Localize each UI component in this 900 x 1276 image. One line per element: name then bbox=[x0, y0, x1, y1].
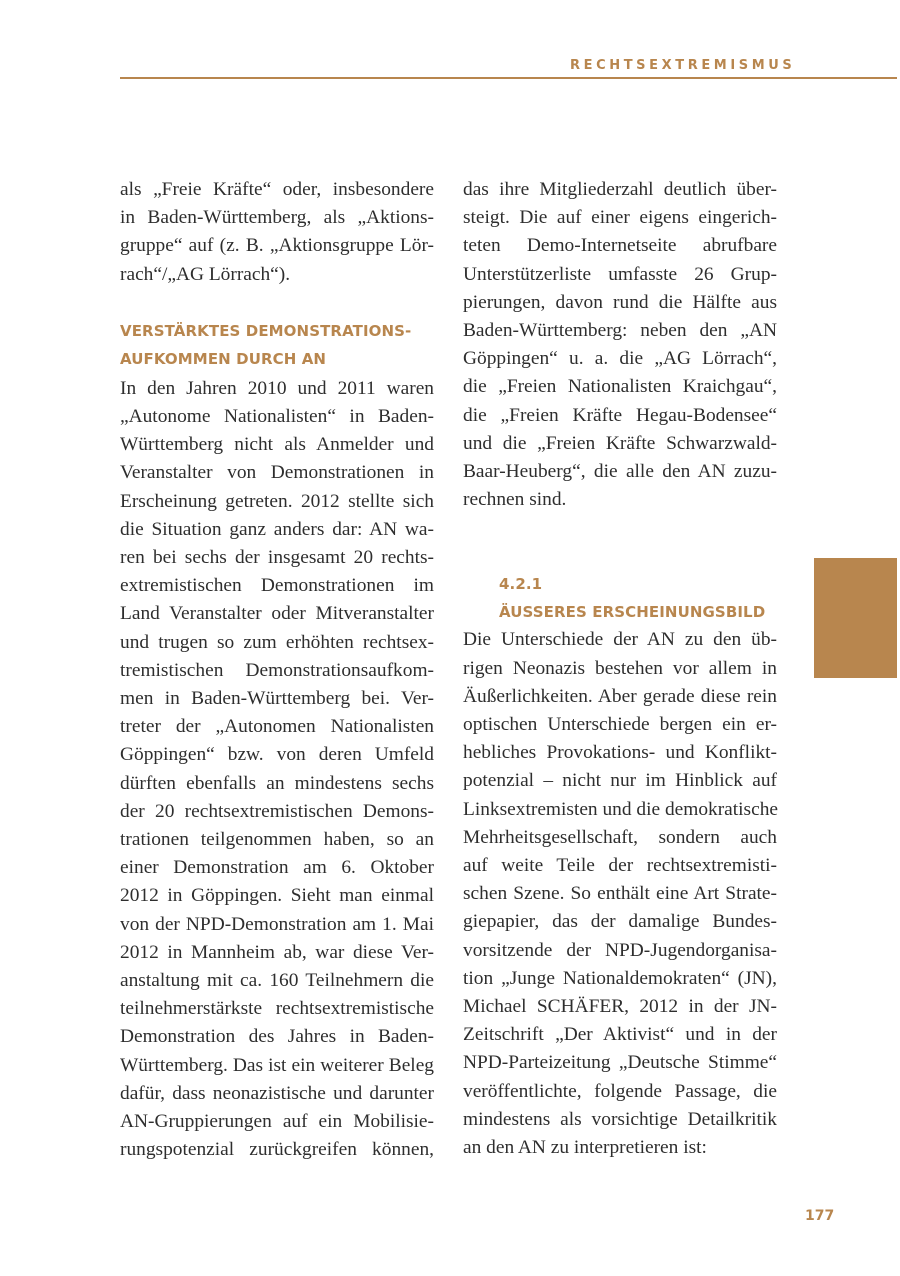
left-column bbox=[120, 176, 434, 1165]
text-line: dürften ebenfalls an mindestens sechs bbox=[120, 772, 434, 794]
text-line: anstaltung mit ca. 160 Teilnehmern die bbox=[120, 970, 434, 992]
text-line: tion „Junge Nationaldemokraten“ (JN), bbox=[463, 967, 777, 989]
text-line: hebliches Provokations- und Konflikt- bbox=[463, 742, 777, 764]
text-line: Baden-Württemberg: neben den „AN bbox=[463, 320, 777, 342]
text-line: von der NPD-Demonstration am 1. Mai bbox=[120, 913, 434, 935]
body-paragraph bbox=[463, 626, 777, 1162]
text-line: und trugen so zum erhöhten rechtsex- bbox=[120, 631, 434, 653]
text-line: Württemberg. Das ist ein weiterer Beleg bbox=[120, 1054, 434, 1076]
text-line: extremistischen Demonstrationen im bbox=[120, 575, 434, 597]
intro-paragraph bbox=[463, 176, 777, 514]
text-line: potenzial – nicht nur im Hinblick auf bbox=[463, 770, 777, 792]
text-line: Land Veranstalter oder Mitveranstalter bbox=[120, 603, 434, 625]
page-number: 177 bbox=[805, 1208, 835, 1224]
text-line: giepapier, das der damalige Bundes- bbox=[463, 911, 777, 933]
text-line: das ihre Mitgliederzahl deutlich über- bbox=[463, 179, 777, 200]
text-line: an den AN zu interpretieren ist: bbox=[463, 1137, 707, 1159]
text-line: „Autonome Nationalisten“ in Baden- bbox=[120, 406, 434, 428]
text-line: Erscheinung getreten. 2012 stellte sich bbox=[120, 490, 434, 512]
text-line: die „Freien Kräfte Hegau-Bodensee“ bbox=[463, 404, 777, 426]
heading-line: AUFKOMMEN DURCH AN bbox=[120, 349, 327, 368]
heading-line: VERSTÄRKTES DEMONSTRATIONS- bbox=[120, 321, 412, 340]
running-header-title: RECHTSEXTREMISMUS bbox=[570, 58, 796, 73]
text-line: steigt. Die auf einer eigens eingerich- bbox=[463, 207, 777, 229]
text-line: optischen Unterschiede bergen ein er- bbox=[463, 714, 777, 736]
text-line: in Baden-Württemberg, als „Aktions- bbox=[120, 207, 434, 229]
body-paragraph bbox=[120, 375, 434, 1165]
text-line: Veranstalter von Demonstrationen in bbox=[120, 462, 434, 484]
text-line: der 20 rechtsextremistischen Demons- bbox=[120, 800, 434, 822]
section-heading bbox=[120, 317, 434, 373]
text-line: dafür, dass neonazistische und darunter bbox=[120, 1082, 434, 1104]
text-line: veröffentlichte, folgende Passage, die bbox=[463, 1080, 777, 1102]
text-line: 2012 in Mannheim ab, war diese Ver- bbox=[120, 941, 434, 963]
text-line: tremistischen Demonstrationsaufkom- bbox=[120, 659, 434, 681]
section-number: 4.2.1 bbox=[499, 575, 543, 594]
text-line: trationen teilgenommen haben, so an bbox=[120, 829, 434, 851]
right-column bbox=[463, 176, 777, 1162]
text-line: schen Szene. So enthält eine Art Strate- bbox=[463, 883, 777, 905]
text-line: pierungen, davon rund die Hälfte aus bbox=[463, 291, 777, 313]
text-line: NPD-Parteizeitung „Deutsche Stimme“ bbox=[463, 1052, 777, 1074]
text-line: als „Freie Kräfte“ oder, insbesondere bbox=[120, 179, 434, 200]
text-line: einer Demonstration am 6. Oktober bbox=[120, 857, 434, 879]
text-line: rigen Neonazis bestehen vor allem in bbox=[463, 657, 777, 679]
text-line: teten Demo-Internetseite abrufbare bbox=[463, 235, 777, 257]
section-heading bbox=[463, 570, 777, 626]
text-line: AN-Gruppierungen auf ein Mobilisie- bbox=[120, 1111, 434, 1133]
text-line: rungspotenzial zurückgreifen können, bbox=[120, 1139, 434, 1161]
text-line: mindestens als vorsichtige Detailkritik bbox=[463, 1108, 777, 1130]
text-line: Demonstration des Jahres in Baden- bbox=[120, 1026, 434, 1048]
text-line: ren bei sechs der insgesamt 20 rechts- bbox=[120, 547, 434, 569]
text-line: Michael SCHÄFER, 2012 in der JN- bbox=[463, 996, 777, 1018]
text-line: In den Jahren 2010 und 2011 waren bbox=[120, 377, 434, 399]
text-line: gruppe“ auf (z. B. „Aktionsgruppe Lör- bbox=[120, 235, 434, 257]
text-line: Zeitschrift „Der Aktivist“ und in der bbox=[463, 1024, 777, 1046]
section-title: ÄUSSERES ERSCHEINUNGSBILD bbox=[499, 603, 766, 622]
text-line: rach“/„AG Lörrach“). bbox=[120, 263, 291, 285]
text-line: die Situation ganz anders dar: AN wa- bbox=[120, 518, 434, 540]
text-line: men in Baden-Württemberg bei. Ver- bbox=[120, 688, 434, 710]
text-line: Baar-Heuberg“, die alle den AN zuzu- bbox=[463, 461, 777, 483]
text-line: Mehrheitsgesellschaft, sondern auch bbox=[463, 826, 777, 848]
intro-paragraph bbox=[120, 176, 434, 289]
text-line: vorsitzende der NPD-Jugendorganisa- bbox=[463, 939, 777, 961]
text-line: rechnen sind. bbox=[463, 489, 567, 511]
text-line: Württemberg nicht als Anmelder und bbox=[120, 434, 434, 456]
text-line: 2012 in Göppingen. Sieht man einmal bbox=[120, 885, 434, 907]
header-rule bbox=[120, 77, 897, 79]
text-line: und die „Freien Kräfte Schwarzwald- bbox=[463, 432, 777, 454]
text-line: Unterstützerliste umfasste 26 Grup- bbox=[463, 263, 777, 285]
text-line: Linksextremisten und die demokratische bbox=[463, 798, 779, 820]
text-line: treter der „Autonomen Nationalisten bbox=[120, 716, 434, 738]
text-line: Die Unterschiede der AN zu den üb- bbox=[463, 629, 777, 651]
text-line: Äußerlichkeiten. Aber gerade diese rein bbox=[463, 685, 777, 707]
text-line: Göppingen“ u. a. die „AG Lörrach“, bbox=[463, 348, 777, 370]
chapter-tab-marker bbox=[814, 558, 897, 678]
text-line: Göppingen“ bzw. von deren Umfeld bbox=[120, 744, 434, 766]
text-line: auf weite Teile der rechtsextremisti- bbox=[463, 855, 777, 877]
text-line: die „Freien Nationalisten Kraichgau“, bbox=[463, 376, 777, 398]
text-line: teilnehmerstärkste rechtsextremistische bbox=[120, 998, 434, 1020]
